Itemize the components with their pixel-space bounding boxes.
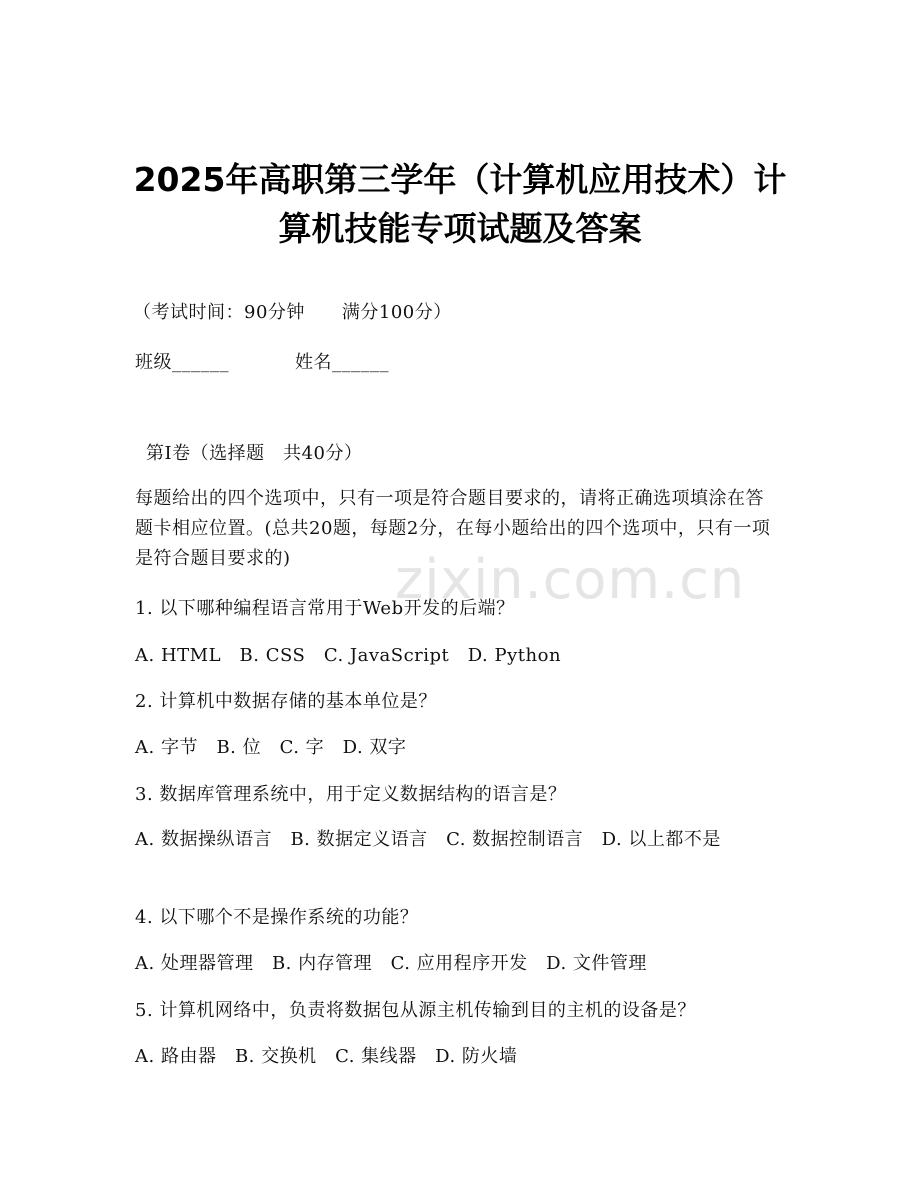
section-heading: 第Ⅰ卷（选择题 共40分） (146, 443, 363, 464)
question-3: 3. 数据库管理系统中，用于定义数据结构的语言是？ (135, 784, 567, 805)
class-field: 班级______ (135, 352, 229, 373)
document-title-line-1: 2025年高职第三学年（计算机应用技术）计 (133, 160, 787, 199)
document-title-line-2: 算机技能专项试题及答案 (278, 209, 642, 248)
question-5: 5. 计算机网络中，负责将数据包从源主机传输到目的主机的设备是？ (135, 1000, 696, 1021)
question-1-options: A. HTML B. CSS C. JavaScript D. Python (135, 645, 562, 666)
question-2: 2. 计算机中数据存储的基本单位是？ (135, 691, 437, 712)
name-field: 姓名______ (295, 352, 389, 373)
question-4: 4. 以下哪个不是操作系统的功能？ (135, 907, 419, 928)
watermark: zixin.com.cn (395, 548, 746, 611)
exam-info: （考试时间：90分钟 满分100分） (133, 302, 452, 323)
question-4-options: A. 处理器管理 B. 内存管理 C. 应用程序开发 D. 文件管理 (135, 953, 647, 974)
question-3-options: A. 数据操纵语言 B. 数据定义语言 C. 数据控制语言 D. 以上都不是 (135, 829, 721, 850)
question-2-options: A. 字节 B. 位 C. 字 D. 双字 (135, 737, 407, 758)
instructions-paragraph: 每题给出的四个选项中，只有一项是符合题目要求的，请将正确选项填涂在答题卡相应位置。(总共20题，每题2分，在每小题给出的四个选项中，只有一项是符合题目要求的) (135, 488, 771, 569)
question-1: 1. 以下哪种编程语言常用于Web开发的后端？ (135, 598, 515, 619)
question-5-options: A. 路由器 B. 交换机 C. 集线器 D. 防火墙 (135, 1046, 518, 1067)
